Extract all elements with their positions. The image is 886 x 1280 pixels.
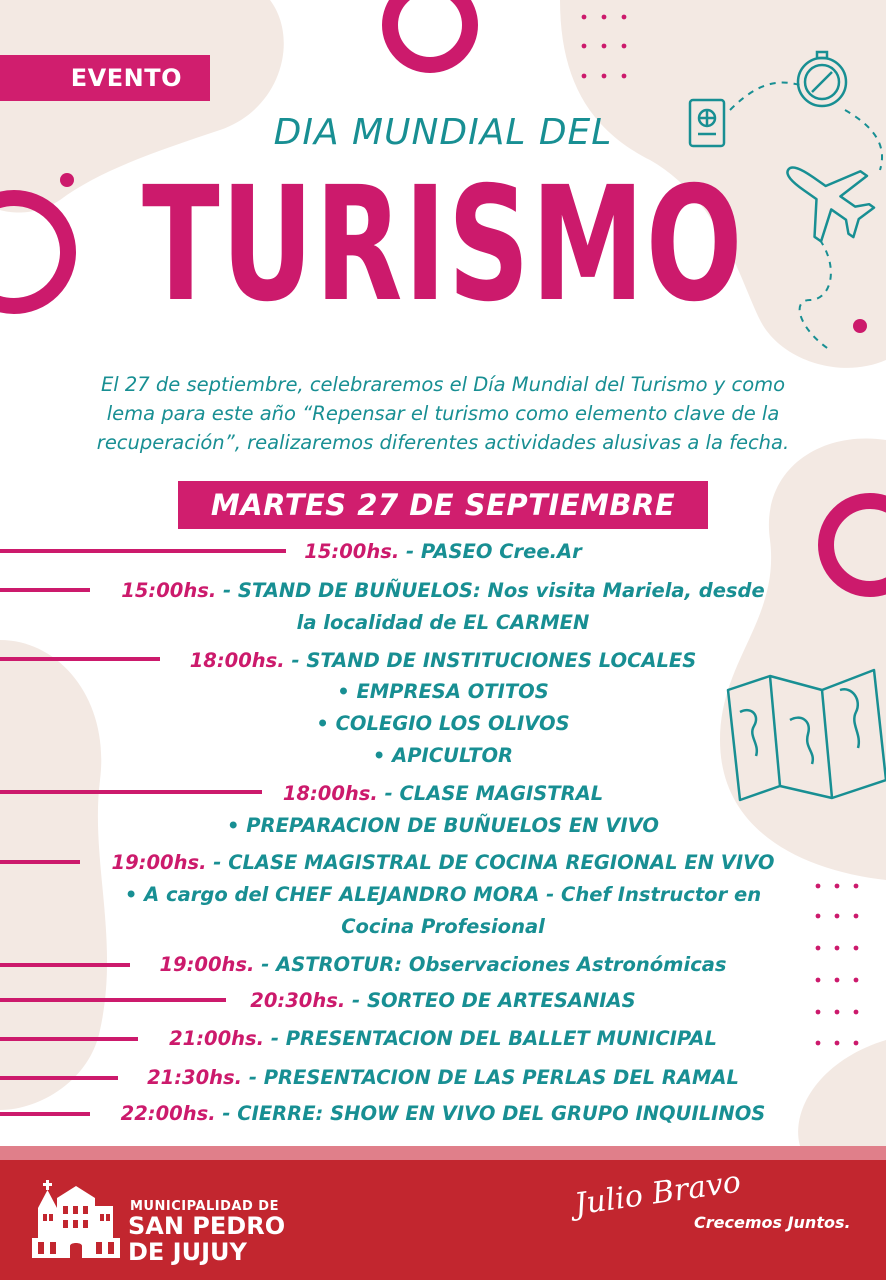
schedule-time: 15:00hs. bbox=[304, 540, 400, 563]
schedule-time: 19:00hs. bbox=[111, 851, 207, 874]
ring-left bbox=[0, 198, 68, 306]
schedule-item bbox=[0, 847, 886, 879]
schedule-separator: - bbox=[242, 1066, 264, 1089]
dot bbox=[60, 173, 74, 187]
schedule-item bbox=[0, 778, 886, 810]
schedule-item bbox=[0, 1023, 886, 1055]
schedule-separator: - bbox=[377, 782, 400, 805]
schedule-text: STAND DE BUÑUELOS: Nos visita Mariela, desde bbox=[237, 579, 765, 602]
municipality-name-line: SAN PEDRO bbox=[128, 1212, 286, 1240]
schedule-separator: - bbox=[264, 1027, 286, 1050]
schedule-item bbox=[0, 575, 886, 607]
main-title: TURISMO bbox=[142, 153, 744, 337]
schedule-detail: • COLEGIO LOS OLIVOS bbox=[316, 712, 570, 735]
schedule-separator: - bbox=[215, 1102, 238, 1125]
event-badge: EVENTO bbox=[0, 55, 210, 101]
schedule-separator: - bbox=[216, 579, 238, 602]
municipality-label: MUNICIPALIDAD DE bbox=[130, 1199, 279, 1214]
schedule-detail: la localidad de EL CARMEN bbox=[296, 611, 590, 634]
schedule-separator: - bbox=[284, 649, 307, 672]
schedule-text: SORTEO DE ARTESANIAS bbox=[366, 989, 636, 1012]
schedule-text: ASTROTUR: Observaciones Astronómicas bbox=[276, 953, 727, 976]
municipality-name bbox=[128, 1213, 285, 1265]
intro-line: lema para este año “Repensar el turismo como elemento clave de la bbox=[106, 402, 780, 425]
schedule-text: CLASE MAGISTRAL bbox=[399, 782, 604, 805]
schedule-separator: - bbox=[345, 989, 367, 1012]
schedule-detail: • EMPRESA OTITOS bbox=[337, 680, 549, 703]
schedule-time: 19:00hs. bbox=[159, 953, 255, 976]
slogan: Crecemos Juntos. bbox=[694, 1213, 851, 1232]
schedule-text: PASEO Cree.Ar bbox=[420, 540, 582, 563]
schedule-item bbox=[0, 645, 886, 677]
dot bbox=[853, 319, 867, 333]
schedule-time: 15:00hs. bbox=[121, 579, 217, 602]
schedule-time: 20:30hs. bbox=[250, 989, 346, 1012]
date-banner: MARTES 27 DE SEPTIEMBRE bbox=[178, 481, 708, 529]
footer-stripe bbox=[0, 1146, 886, 1160]
intro-line: recuperación”, realizaremos diferentes actividades alusivas a la fecha. bbox=[96, 431, 790, 454]
schedule-separator: - bbox=[399, 540, 421, 563]
signature: Julio Bravo bbox=[572, 1164, 744, 1223]
schedule-item bbox=[0, 1098, 886, 1130]
schedule-detail: • A cargo del CHEF ALEJANDRO MORA - Chef Instructor en bbox=[124, 883, 762, 906]
schedule-item bbox=[0, 949, 886, 981]
schedule-time: 22:00hs. bbox=[120, 1102, 216, 1125]
schedule-separator: - bbox=[254, 953, 277, 976]
schedule-detail: • PREPARACION DE BUÑUELOS EN VIVO bbox=[227, 814, 659, 837]
schedule-detail: Cocina Profesional bbox=[341, 915, 545, 938]
municipality-name-line: DE JUJUY bbox=[128, 1238, 247, 1266]
schedule-time: 18:00hs. bbox=[282, 782, 378, 805]
pre-title: DIA MUNDIAL DEL bbox=[273, 112, 613, 153]
schedule-time: 21:00hs. bbox=[169, 1027, 265, 1050]
intro-paragraph bbox=[20, 370, 866, 457]
ring-top bbox=[390, 0, 470, 65]
schedule-item bbox=[0, 536, 886, 568]
schedule-text: CIERRE: SHOW EN VIVO DEL GRUPO INQUILINOS bbox=[237, 1102, 766, 1125]
schedule-text: PRESENTACION DE LAS PERLAS DEL RAMAL bbox=[263, 1066, 739, 1089]
schedule-text: PRESENTACION DEL BALLET MUNICIPAL bbox=[285, 1027, 717, 1050]
intro-line: El 27 de septiembre, celebraremos el Día Mundial del Turismo y como bbox=[100, 373, 786, 396]
schedule-time: 18:00hs. bbox=[189, 649, 285, 672]
schedule-item bbox=[0, 1062, 886, 1094]
schedule-text: CLASE MAGISTRAL DE COCINA REGIONAL EN VIVO bbox=[228, 851, 775, 874]
schedule-text: STAND DE INSTITUCIONES LOCALES bbox=[306, 649, 697, 672]
schedule-separator: - bbox=[206, 851, 229, 874]
schedule-time: 21:30hs. bbox=[147, 1066, 243, 1089]
schedule-detail: • APICULTOR bbox=[372, 744, 514, 767]
schedule-item bbox=[0, 985, 886, 1017]
town-hall-logo-icon bbox=[32, 1178, 120, 1262]
